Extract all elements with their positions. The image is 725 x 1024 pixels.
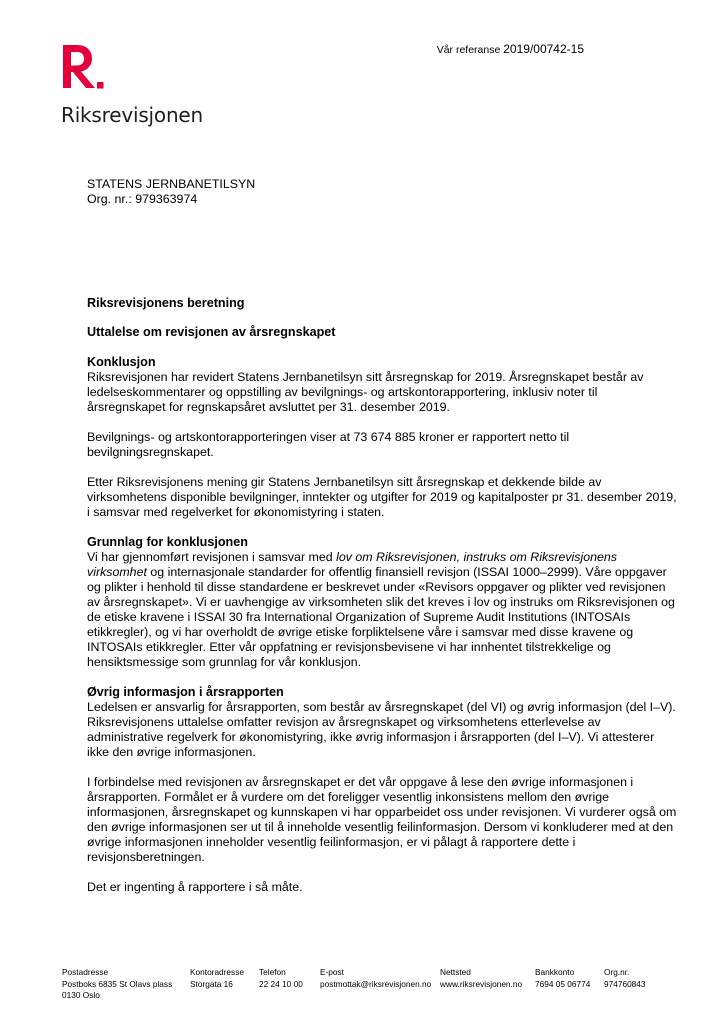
paragraph: Bevilgnings- og artskontorapporteringen viser at 73 674 885 kroner er rapportert netto til bevilgningsregnskapet. [87, 430, 570, 459]
addressee-name: STATENS JERNBANETILSYN [87, 177, 256, 191]
footer-website-link[interactable]: www.riksrevisjonen.no [440, 978, 523, 989]
footer-value: Postboks 6835 St Olavs plass [62, 978, 173, 989]
section-ovrig-informasjon [87, 685, 677, 895]
logo-wordmark: Riksrevisjonen [61, 103, 204, 127]
text-span: og internasjonale standarder for offentlig finansiell revisjon (ISSAI 1000–2999). Våre oppgaver og plikter i henhold til disse standardene er beskrevet under «Revisors oppgaver og plikter ved revisjonen av årsregnskapet». Vi er uavhengige av virksomheten slik det kreves i lov og instruks om Riksrevisjonen og de etiske kravene i ISSAI 30 fra International Organization of Supreme Audit Institutions (INTOSAIs etikkregler), og vi har overholdt de øvrige etiske forpliktelsene våre i samsvar med disse kravene og INTOSAIs etikkregler. Etter vår oppfatning er revisjonsbevisene vi har innhentet tilstrekkelige og hensiktsmessige som grunnlag for vår konklusjon. [87, 565, 675, 669]
section-title: Grunnlag for konklusjonen [87, 535, 248, 549]
footer-email-link[interactable]: postmottak@riksrevisjonen.no [320, 978, 432, 989]
footer-telefon [259, 967, 303, 990]
footer-label: Nettsted [440, 967, 471, 977]
footer-bankkonto [535, 967, 590, 990]
footer-value: 974760843 [604, 978, 646, 989]
footer-epost [320, 967, 431, 990]
text-span: Vi har gjennomført revisjonen i samsvar med [87, 550, 337, 564]
footer-nettsted [440, 967, 522, 990]
reference-number: 2019/00742-15 [503, 42, 584, 56]
footer-label: Kontoradresse [190, 967, 244, 977]
riksrevisjonen-logo-icon [60, 44, 106, 90]
reference [437, 42, 584, 56]
document-subtitle: Uttalelse om revisjonen av årsregnskapet [87, 325, 336, 339]
section-konklusjon [87, 355, 677, 520]
paragraph: Det er ingenting å rapportere i så måte. [87, 880, 303, 894]
reference-label: Vår referanse [436, 44, 501, 56]
footer-label: Org.nr. [604, 967, 630, 977]
document-title: Riksrevisjonens beretning [87, 296, 245, 310]
section-title: Konklusjon [87, 355, 156, 369]
footer-value: 7694 05 06774 [535, 978, 591, 989]
footer-postadresse [62, 967, 172, 1002]
italic-reference: lov om Riksrevisjonen, instruks om Riksrevisjonens virksomhet [87, 550, 618, 579]
footer-label: E-post [320, 967, 344, 977]
paragraph [87, 550, 677, 670]
footer-value: Storgata 16 [190, 978, 233, 989]
paragraph: Ledelsen er ansvarlig for årsrapporten, som består av årsregnskapet (del VI) og øvrig informasjon (del I–V). Riksrevisjonens uttalelse omfatter revisjon av årsregnskapet og virksomhetens etterlevelse av administrative regelverk for økonomistyring, ikke øvrig informasjon i årsrapporten (del I–V). Vi attesterer ikke den øvrige informasjonen. [87, 700, 676, 759]
footer-value: 0130 Oslo [62, 990, 100, 1000]
section-grunnlag [87, 535, 677, 670]
footer-label: Postadresse [62, 967, 109, 977]
addressee-block [87, 177, 255, 207]
footer-label: Bankkonto [535, 967, 575, 977]
footer-kontoradresse [190, 967, 244, 990]
footer-label: Telefon [259, 967, 286, 977]
paragraph: Etter Riksrevisjonens mening gir Statens Jernbanetilsyn sitt årsregnskap et dekkende bilde av virksomhetens disponible bevilgninger, inntekter og utgifter for 2019 og kapitalposter pr 31. desember 2019, i samsvar med regelverket for økonomistyring i staten. [87, 475, 677, 519]
section-title: Øvrig informasjon i årsrapporten [87, 685, 284, 699]
paragraph: I forbindelse med revisjonen av årsregnskapet er det vår oppgave å lese den øvrige informasjonen i årsrapporten. Formålet er å vurdere om det foreligger vesentlig inkonsistens mellom den øvrige informasjonen, årsregnskapet og kunnskapen vi har opparbeidet oss under revisjonen. Vi vurderer også om den øvrige informasjonen ser ut til å inneholde vesentlig feilinformasjon. Dersom vi konkluderer med at den øvrige informasjonen inneholder vesentlig feilinformasjon, er vi pålagt å rapportere dette i revisjonsberetningen. [87, 775, 677, 864]
paragraph: Riksrevisjonen har revidert Statens Jernbanetilsyn sitt årsregnskap for 2019. Årsregnskapet består av ledelseskommentarer og oppstilling av bevilgnings- og artskontorapportering, inklusiv noter til årsregnskapet for regnskapsåret avsluttet per 31. desember 2019. [87, 370, 644, 414]
footer-orgnr [604, 967, 646, 990]
letter-body [87, 296, 677, 895]
addressee-org-number: Org. nr.: 979363974 [87, 192, 198, 206]
footer-value: 22 24 10 00 [259, 978, 303, 989]
